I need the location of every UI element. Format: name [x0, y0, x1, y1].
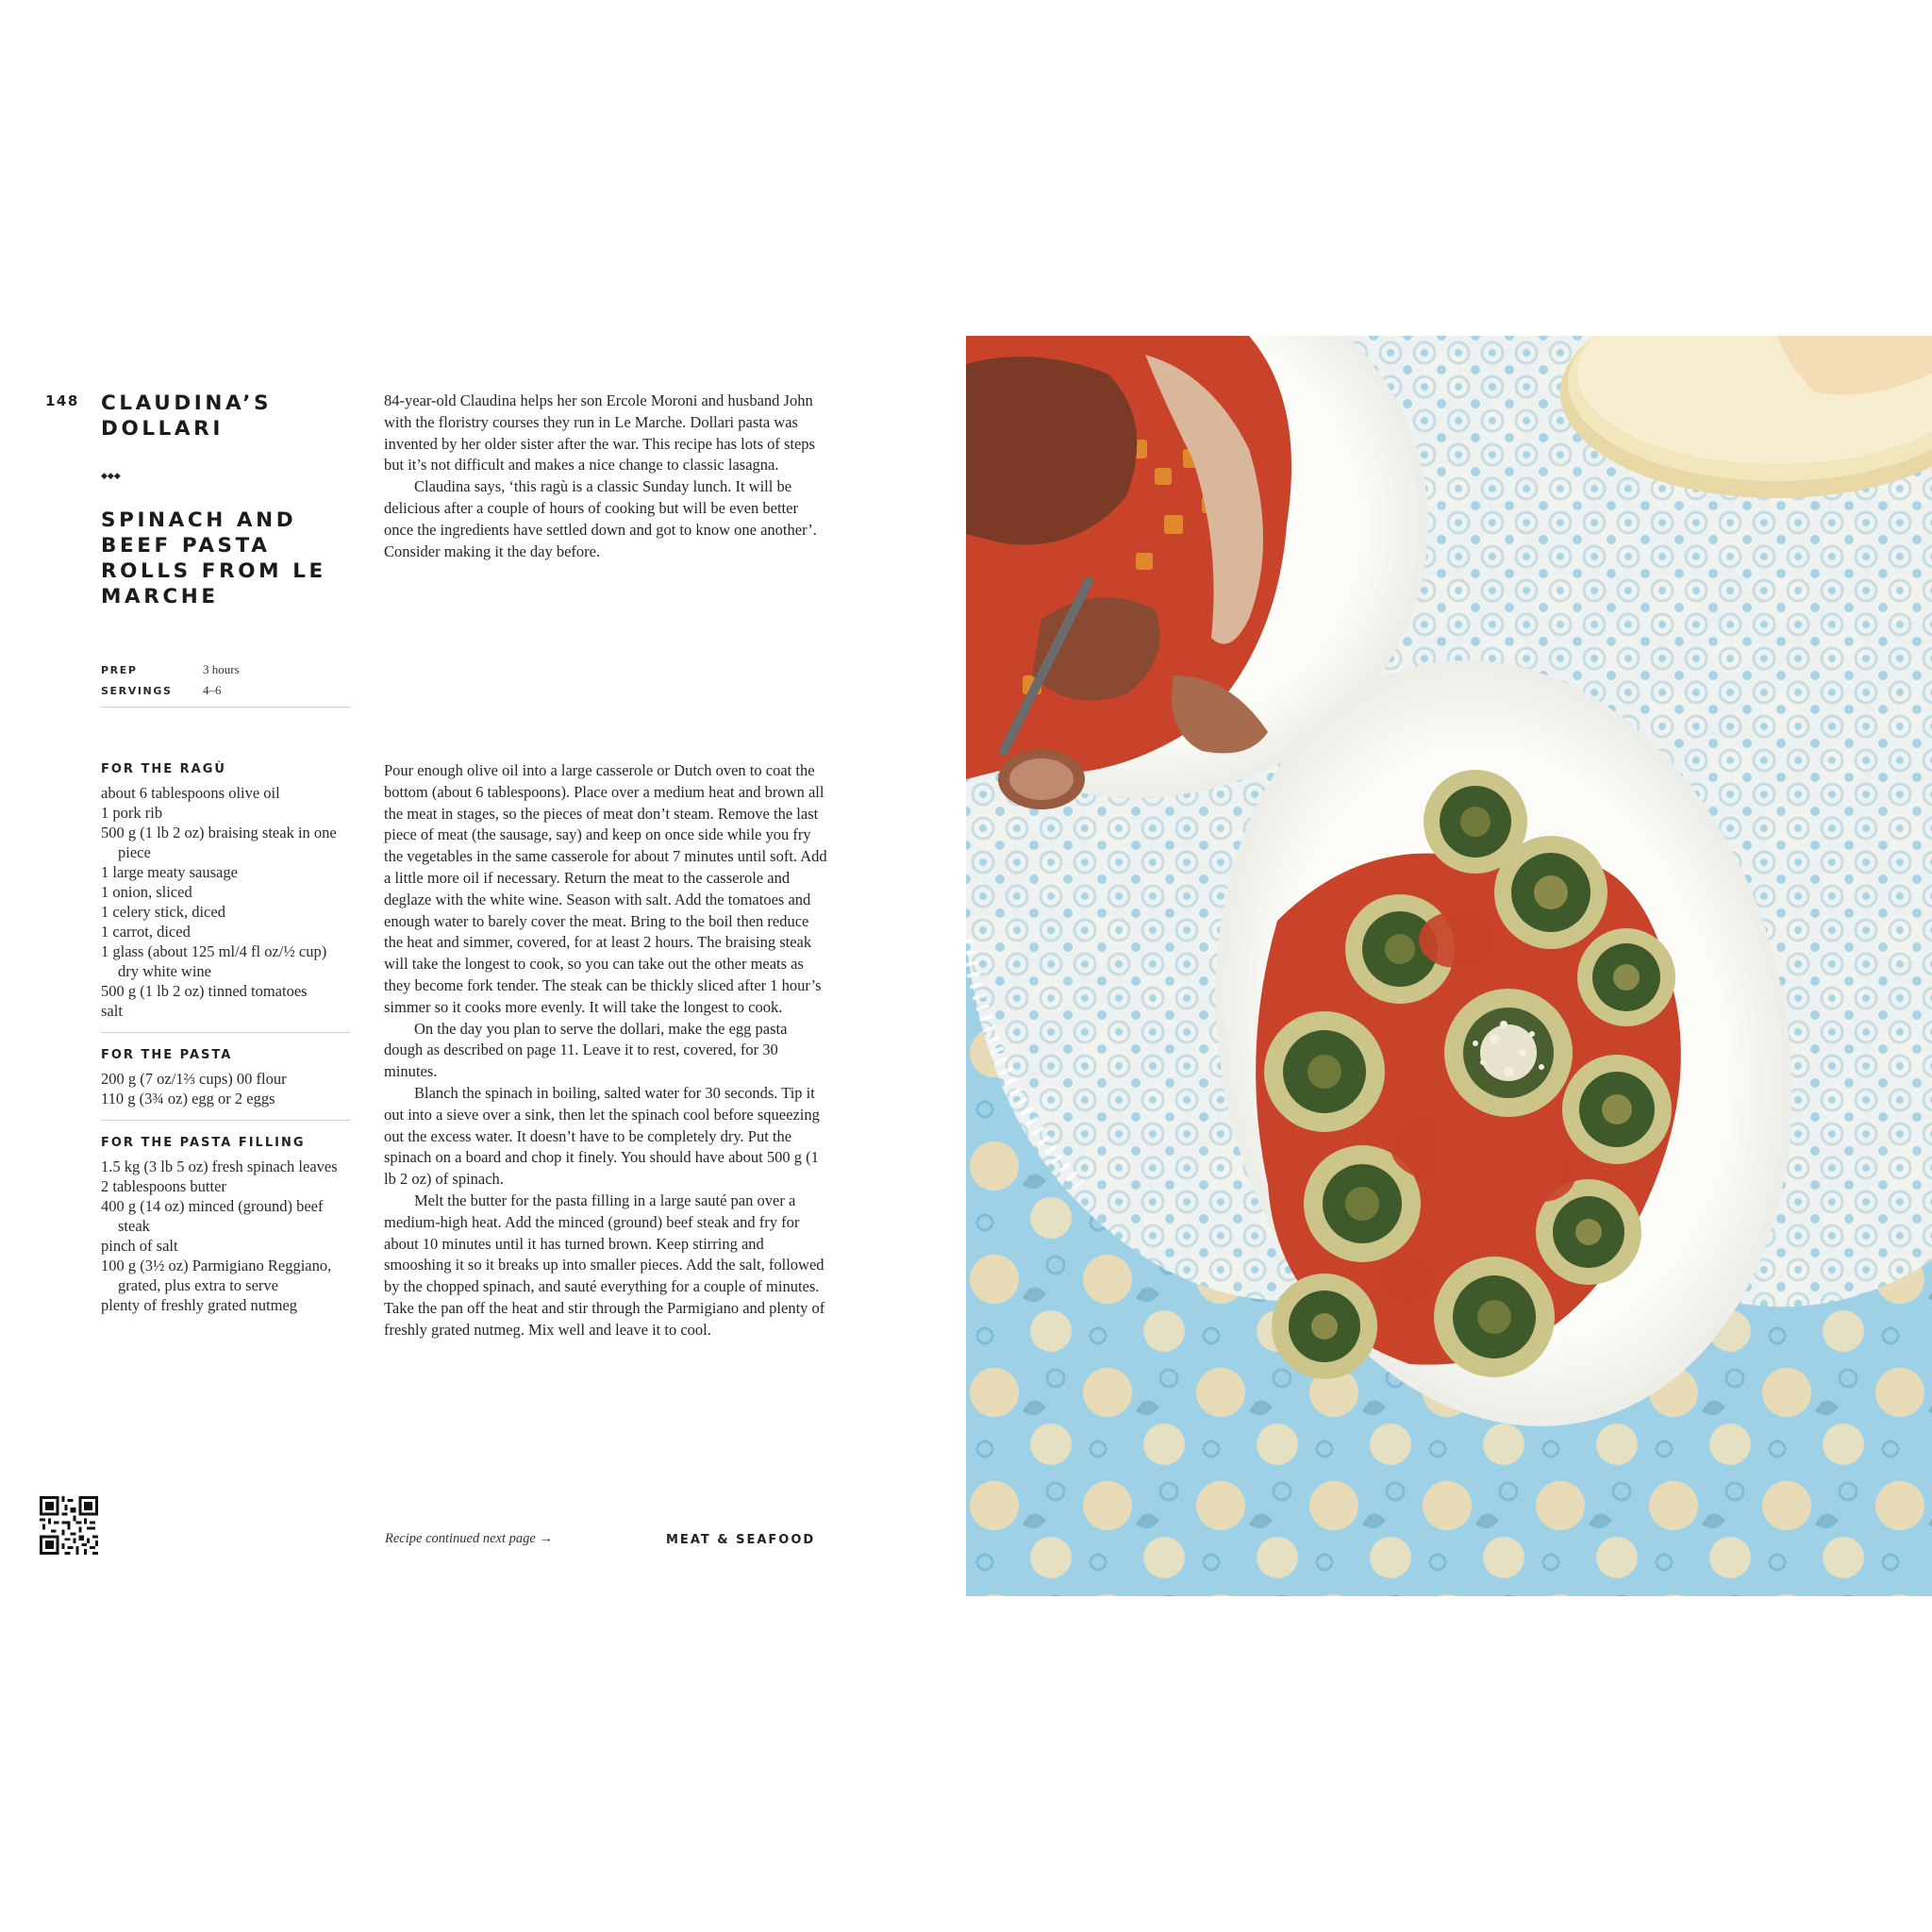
- ingredient-item: about 6 tablespoons olive oil: [101, 784, 280, 802]
- section-name: MEAT & SEAFOOD: [666, 1533, 816, 1547]
- ingredients-divider: [101, 1032, 350, 1033]
- ingredients-ragu: [101, 760, 350, 1021]
- ingredient-item: 500 g (1 lb 2 oz) tinned tomatoes: [101, 982, 308, 1000]
- ingredient-item: 1 pork rib: [101, 804, 163, 822]
- method-paragraph: On the day you plan to serve the dollari, make the egg pasta dough as described on page 11. Leave it to rest, covered, for 30 minutes.: [384, 1019, 788, 1081]
- ornament-icon: ◆◆◆: [101, 472, 121, 481]
- title-block: [101, 391, 365, 609]
- ingredient-item: 1 large meaty sausage: [101, 863, 238, 881]
- ingredient-item: plenty of freshly grated nutmeg: [101, 1296, 298, 1314]
- prep-row: [101, 659, 350, 680]
- ingredient-item: 1 onion, sliced: [101, 883, 192, 901]
- ingredient-item: 400 g (14 oz) minced (ground) beef steak: [101, 1197, 324, 1235]
- ingredient-item: 500 g (1 lb 2 oz) braising steak in one piece: [101, 824, 337, 861]
- ingredients: [101, 760, 350, 1315]
- food-photo: [966, 336, 1932, 1596]
- ingredients-heading: FOR THE PASTA: [101, 1048, 233, 1062]
- method-text: [384, 760, 829, 1341]
- servings-label: SERVINGS: [101, 684, 173, 697]
- ingredient-item: pinch of salt: [101, 1237, 178, 1255]
- ingredient-item: 200 g (7 oz/1⅔ cups) 00 flour: [101, 1070, 287, 1088]
- intro-paragraph: 84-year-old Claudina helps her son Ercole Moroni and husband John with the floristry courses they run in Le Marche. Dollari pasta was invented by her older sister after the war. This recipe has lots of steps but it’s not difficult and makes a nice change to classic lasagna.: [384, 391, 815, 475]
- method-paragraph: Blanch the spinach in boiling, salted water for 30 seconds. Tip it out into a sieve over a sink, then let the spinach cool before squeezing out the excess water. It doesn’t have to be completely dry. Put the spinach on a board and chop it finely. You should have about 500 g (1 lb 2 oz) of spinach.: [384, 1083, 820, 1189]
- page-number: 148: [45, 392, 79, 409]
- ingredient-item: 2 tablespoons butter: [101, 1177, 226, 1195]
- ingredient-item: 1 glass (about 125 ml/4 fl oz/½ cup) dry white wine: [101, 942, 327, 980]
- method-paragraph: Melt the butter for the pasta filling in a large sauté pan over a medium-high heat. Add the minced (ground) beef steak and fry for about 10 minutes until it has turned brown. Keep stirring and smooshing it so it breaks up into smaller pieces. Add the salt, followed by the chopped spinach, and sauté everything for a couple of minutes. Take the pan off the heat and stir through the Parmigiano and plenty of freshly grated nutmeg. Mix well and leave it to cool.: [384, 1191, 825, 1339]
- ingredient-item: 1.5 kg (3 lb 5 oz) fresh spinach leaves: [101, 1158, 338, 1175]
- ingredient-list: [101, 1069, 350, 1108]
- ingredients-filling: [101, 1134, 350, 1315]
- ingredients-divider: [101, 1120, 350, 1121]
- servings-row: [101, 680, 350, 701]
- ingredient-item: 1 celery stick, diced: [101, 903, 225, 921]
- recipe-subtitle: SPINACH AND BEEF PASTA ROLLS FROM LE MARCHE: [101, 508, 326, 608]
- recipe-title: CLAUDINA’S DOLLARI: [101, 391, 273, 441]
- recipe-meta: [101, 659, 350, 708]
- ingredient-item: 1 carrot, diced: [101, 923, 191, 941]
- intro-text: [384, 391, 829, 562]
- ingredient-item: 110 g (3¾ oz) egg or 2 eggs: [101, 1090, 275, 1108]
- prep-label: PREP: [101, 663, 138, 676]
- ingredients-heading: FOR THE RAGÙ: [101, 762, 226, 776]
- meta-divider: [101, 707, 350, 708]
- ingredient-item: salt: [101, 1002, 123, 1020]
- ingredient-list: [101, 1157, 350, 1315]
- prep-value: 3 hours: [203, 662, 240, 676]
- ingredient-item: 100 g (3½ oz) Parmigiano Reggiano, grated, plus extra to serve: [101, 1257, 332, 1294]
- ingredient-list: [101, 783, 350, 1021]
- intro-paragraph: Claudina says, ‘this ragù is a classic Sunday lunch. It will be delicious after a couple of hours of cooking but will be even better once the ingredients have settled down and got to know one another’. Consider making it the day before.: [384, 477, 817, 560]
- ingredients-pasta: [101, 1046, 350, 1108]
- servings-value: 4–6: [203, 683, 222, 697]
- method-paragraph: Pour enough olive oil into a large casserole or Dutch oven to coat the bottom (about 6 tablespoons). Place over a medium heat and brown all the meat in stages, so the pieces of meat don’t steam. Remove the last piece of meat (the sausage, say) and keep on once side while you fry the vegetables in the same casserole for about 7 minutes until soft. Add a little more oil if necessary. Return the meat to the casserole and deglaze with the white wine. Season with salt. Add the tomatoes and enough water to barely cover the meat. Bring to the boil then reduce the heat and simmer, covered, for at least 2 hours. The braising steak will take the longest to cook, so you can take out the other meats as they become fork tender. The steak can be thickly sliced after 1 hour’s simmer so it cooks more evenly. It will take the longest to cook.: [384, 761, 827, 1016]
- qr-code-icon[interactable]: [40, 1496, 98, 1555]
- ingredients-heading: FOR THE PASTA FILLING: [101, 1136, 306, 1150]
- continued-note: Recipe continued next page →: [385, 1531, 553, 1546]
